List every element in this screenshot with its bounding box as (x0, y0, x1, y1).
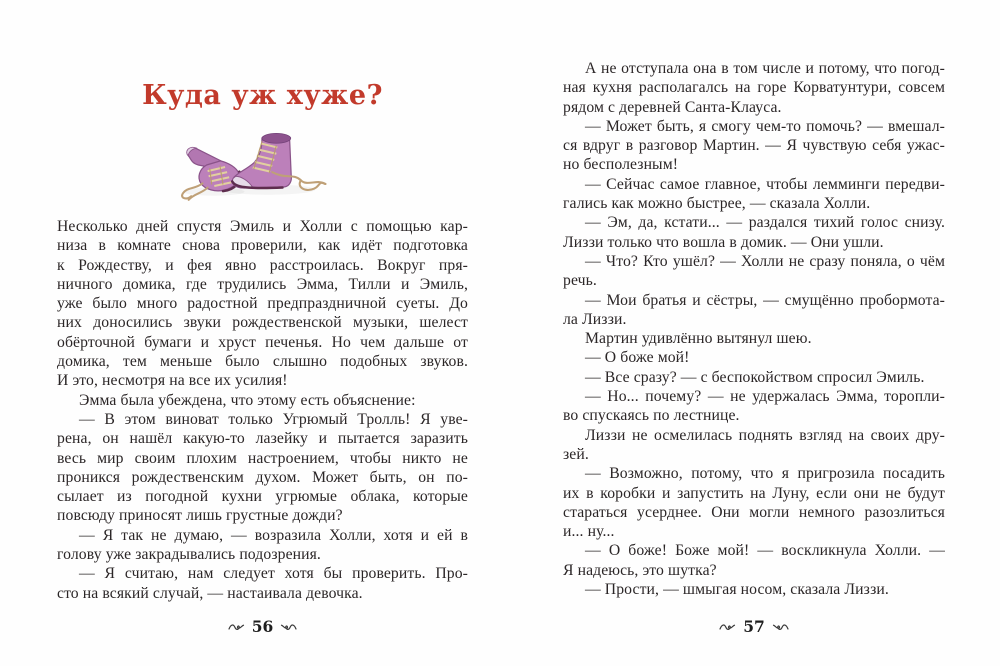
text-line: Эмма была убеждена, что этому есть объяснение: (79, 391, 416, 409)
chapter-title: Куда уж хуже? (142, 80, 383, 111)
text-line: Мартин удивлённо вытянул шею. (585, 330, 812, 348)
text-line: — О боже мой! (585, 349, 690, 367)
page-number: 56 (251, 617, 274, 636)
text-line: ла Лиззи. (563, 310, 627, 328)
text-line: ся вдруг в разговор Мартин. — Я чувствую себя ужас- (563, 137, 945, 155)
text-line: рена, он нашёл какую-то лазейку и пытается заразить (57, 430, 468, 448)
text-line: ничного домика, где трудились Эмма, Тилли и Эмиль, (57, 275, 468, 293)
left-page-footer (57, 617, 468, 636)
page-number: 57 (743, 617, 765, 636)
text-line: их в коробки и запустить на Луну, если они не будут (563, 484, 945, 502)
text-line: во спускаясь по лестнице. (563, 407, 740, 425)
text-line: но бесполезным! (563, 156, 679, 174)
text-line: стараться усерднее. Они могли немного разозлиться (563, 503, 945, 521)
text-line: — Все сразу? — с беспокойством спросил Эмиль. (585, 368, 925, 386)
text-line: — Может быть, я смогу чем-то помочь? — вмешал- (585, 117, 945, 135)
text-line: — Я так не думаю, — возразила Холли, хотя и ей в (79, 526, 468, 544)
text-line: — Что? Кто ушёл? — Холли не сразу поняла, о чём (585, 252, 945, 270)
text-line: — Эм, да, кстати... — раздался тихий голос снизу. (585, 214, 945, 232)
text-line: Несколько дней спустя Эмиль и Холли с помощью кар- (57, 218, 468, 235)
text-line: уже было много радостной предпраздничной суеты. До (57, 295, 468, 313)
left-page (57, 0, 468, 666)
text-line: речь. (563, 272, 597, 290)
text-line: — Мои братья и сёстры, — смущённо пробормота- (585, 291, 945, 309)
boots-illustration-icon (170, 126, 355, 211)
text-line: И это, несмотря на все их усилия! (57, 372, 288, 390)
text-line: — Сейчас самое главное, чтобы лемминги передви- (585, 175, 945, 193)
text-line: — О боже! Боже мой! — воскликнула Холли. — (585, 542, 945, 560)
right-page (563, 0, 945, 666)
text-line: сылает из погодной кухни угрюмые облака, которые (57, 488, 468, 506)
text-line: Лиззи не осмелилась поднять взгляд на своих дру- (585, 426, 945, 444)
text-line: — Возможно, потому, что я пригрозила посадить (585, 465, 945, 483)
text-line: домика, тем меньше было слышно подобных звуков. (57, 353, 468, 371)
text-line: к Рождеству, и фея явно расстроилась. Вокруг пря- (57, 256, 468, 274)
text-line: сто на всякий случай, — настаивала девочка. (57, 584, 363, 602)
text-line: Я надеюсь, это шутка? (563, 561, 717, 579)
text-line: рядом с деревней Санта-Клауса. (563, 98, 782, 116)
text-line: А не отступала она в том числе и потому, что погод- (585, 60, 945, 77)
left-page-text (57, 217, 468, 603)
text-line: — В этом виноват только Угрюмый Тролль! Я уве- (79, 410, 468, 428)
text-line: проникся рождественским духом. Может быть, он по- (57, 468, 468, 486)
text-line: гались как можно быстрее, — сказала Холли. (563, 195, 871, 213)
footer-ornament-icon (772, 622, 789, 632)
text-line: голову уже закрадывались подозрения. (57, 546, 321, 564)
text-line: зей. (563, 445, 589, 463)
footer-ornament-icon (280, 622, 297, 632)
right-page-footer (563, 617, 945, 636)
footer-ornament-icon (719, 622, 736, 632)
right-page-text (563, 59, 945, 599)
text-line: повсюду приносят лишь грустные дожди? (57, 507, 343, 525)
text-line: них доносились звуки рождественской музыки, шелест (57, 314, 468, 332)
text-line: обёрточной бумаги и хруст печенья. Но чем дальше от (57, 333, 468, 351)
text-line: и... ну... (563, 523, 615, 541)
text-line: — Но... почему? — не удержалась Эмма, торопли- (585, 388, 945, 406)
text-line: Лиззи только что вошла в домик. — Они ушли. (563, 233, 884, 251)
footer-ornament-icon (228, 622, 245, 632)
text-line: весь мир своим плохим настроением, чтобы никто не (57, 449, 468, 467)
text-line: низа в комнате снова проверили, как идёт подготовка (57, 237, 468, 255)
text-line: ная кухня располагалсь на горе Корватунтури, совсем (563, 79, 945, 97)
text-line: — Я считаю, нам следует хотя бы проверить. Про- (79, 565, 468, 583)
text-line: — Прости, — шмыгая носом, сказала Лиззи. (585, 581, 889, 599)
